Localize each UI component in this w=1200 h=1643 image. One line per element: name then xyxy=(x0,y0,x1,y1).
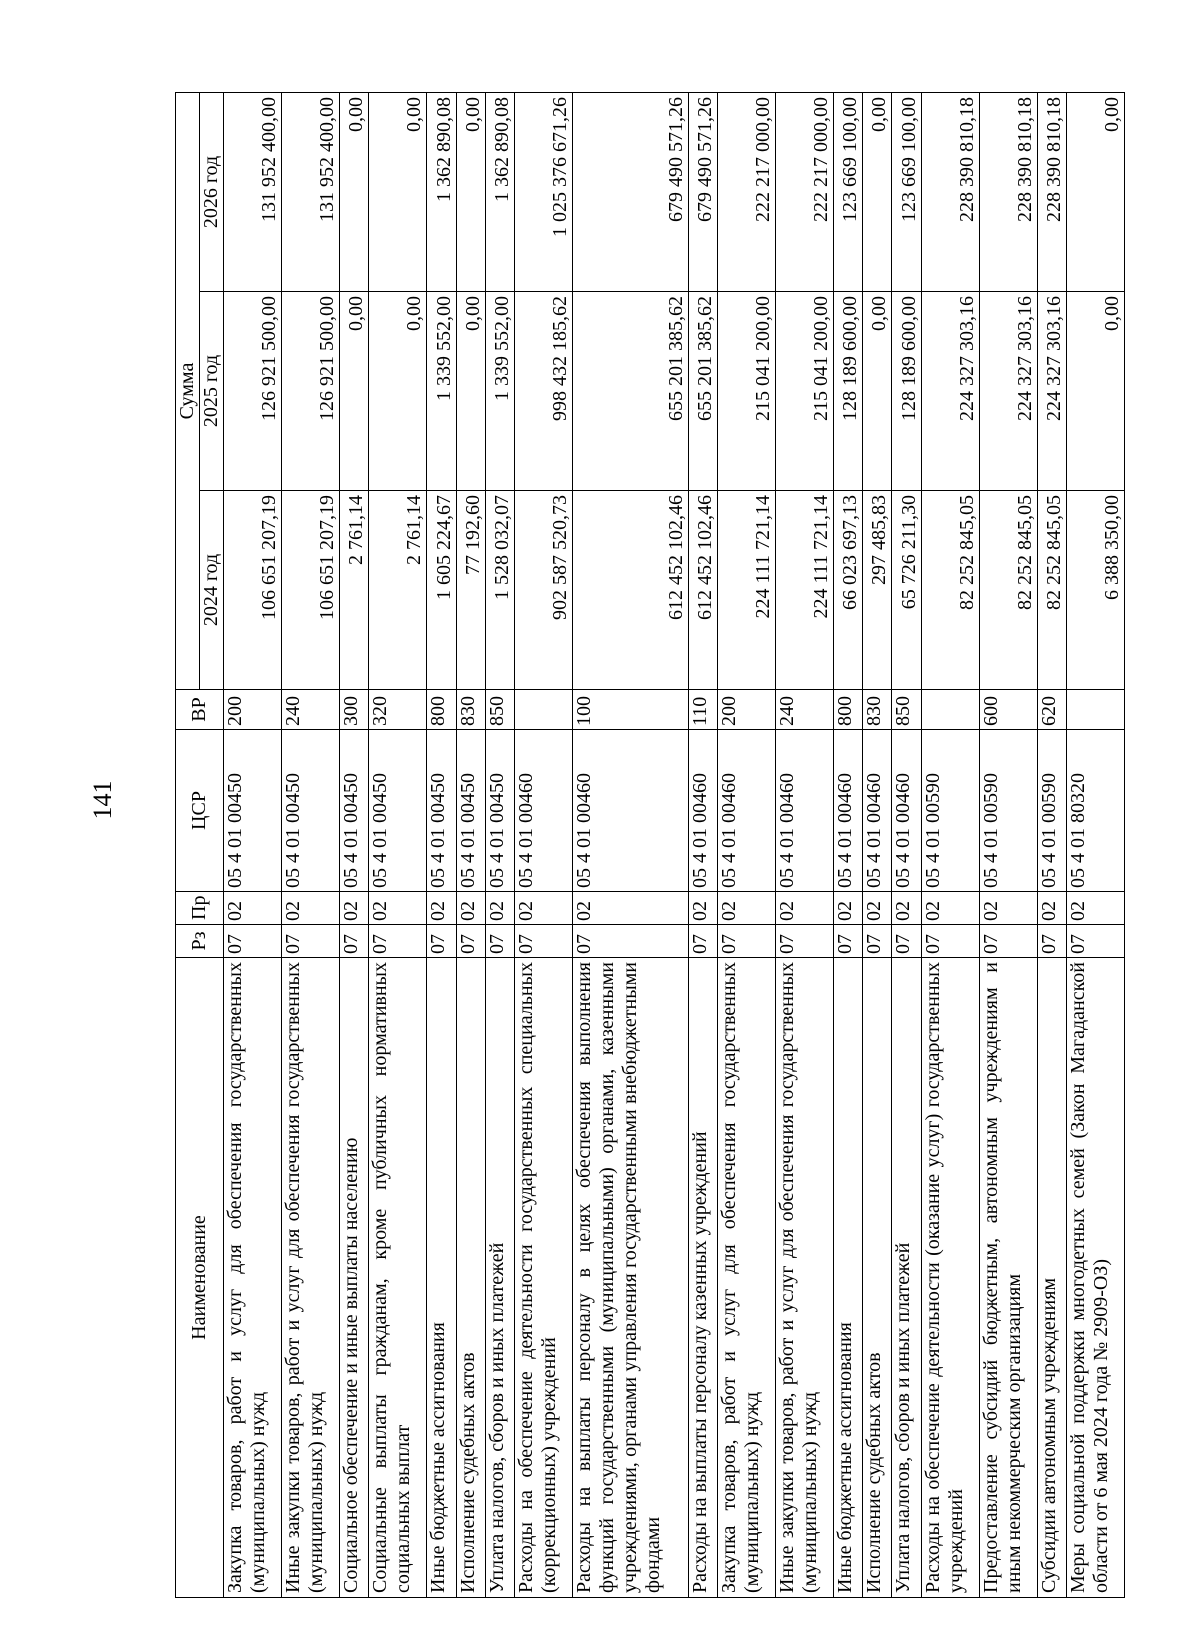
row-2026: 123 669 100,00 xyxy=(834,92,863,291)
row-name: Закупка товаров, работ и услуг для обеспечения государственных (муниципальных) нужд xyxy=(224,958,282,1598)
table-row xyxy=(979,92,1037,1597)
row-pr: 02 xyxy=(282,892,340,925)
header-csr: ЦСР xyxy=(176,730,224,892)
row-2026: 228 390 810,18 xyxy=(1037,92,1066,291)
row-csr: 05 4 01 00460 xyxy=(718,730,776,892)
row-vr: 240 xyxy=(776,690,834,730)
header-name: Наименование xyxy=(176,958,224,1598)
row-2026: 131 952 400,00 xyxy=(224,92,282,291)
row-pr: 02 xyxy=(369,892,427,925)
table-body xyxy=(224,92,1125,1597)
row-name: Субсидии автономным учреждениям xyxy=(1037,958,1066,1598)
row-rz: 07 xyxy=(863,925,892,958)
row-2026: 1 362 890,08 xyxy=(485,92,514,291)
row-rz: 07 xyxy=(427,925,456,958)
row-name: Расходы на выплаты персоналу казенных учреждений xyxy=(689,958,718,1598)
row-name: Исполнение судебных актов xyxy=(863,958,892,1598)
row-rz: 07 xyxy=(369,925,427,958)
row-2025: 655 201 385,62 xyxy=(572,292,688,491)
row-rz: 07 xyxy=(340,925,369,958)
row-vr: 200 xyxy=(718,690,776,730)
row-csr: 05 4 01 00460 xyxy=(892,730,921,892)
row-vr: 600 xyxy=(979,690,1037,730)
row-2024: 1 605 224,67 xyxy=(427,491,456,690)
row-rz: 07 xyxy=(282,925,340,958)
row-vr xyxy=(514,690,572,730)
row-2026: 222 217 000,00 xyxy=(776,92,834,291)
row-2026: 1 025 376 671,26 xyxy=(514,92,572,291)
row-rz: 07 xyxy=(776,925,834,958)
row-2024: 612 452 102,46 xyxy=(572,491,688,690)
row-2024: 106 651 207,19 xyxy=(224,491,282,690)
row-2024: 2 761,14 xyxy=(340,491,369,690)
row-2025: 998 432 185,62 xyxy=(514,292,572,491)
row-rz: 07 xyxy=(456,925,485,958)
row-2024: 902 587 520,73 xyxy=(514,491,572,690)
row-vr: 800 xyxy=(834,690,863,730)
table-row xyxy=(718,92,776,1597)
table-row xyxy=(456,92,485,1597)
row-name: Иные бюджетные ассигнования xyxy=(427,958,456,1598)
row-csr: 05 4 01 00450 xyxy=(282,730,340,892)
row-pr: 02 xyxy=(1066,892,1124,925)
row-rz: 07 xyxy=(514,925,572,958)
row-vr: 620 xyxy=(1037,690,1066,730)
header-vr: ВР xyxy=(176,690,224,730)
row-rz: 07 xyxy=(718,925,776,958)
header-2024: 2024 год xyxy=(200,491,224,690)
row-vr: 200 xyxy=(224,690,282,730)
row-pr: 02 xyxy=(224,892,282,925)
header-sum: Сумма xyxy=(176,92,200,689)
row-csr: 05 4 01 00450 xyxy=(340,730,369,892)
row-pr: 02 xyxy=(979,892,1037,925)
row-2025: 215 041 200,00 xyxy=(718,292,776,491)
row-2024: 82 252 845,05 xyxy=(979,491,1037,690)
row-name: Иные закупки товаров, работ и услуг для обеспечения государственных (муниципальных) нужд xyxy=(282,958,340,1598)
row-rz: 07 xyxy=(1066,925,1124,958)
row-2024: 82 252 845,05 xyxy=(921,491,979,690)
table-row xyxy=(834,92,863,1597)
row-rz: 07 xyxy=(834,925,863,958)
header-pr: Пр xyxy=(176,892,224,925)
row-rz: 07 xyxy=(1037,925,1066,958)
row-rz: 07 xyxy=(224,925,282,958)
row-rz: 07 xyxy=(892,925,921,958)
row-2025: 215 041 200,00 xyxy=(776,292,834,491)
row-csr: 05 4 01 00450 xyxy=(485,730,514,892)
row-pr: 02 xyxy=(718,892,776,925)
header-2025: 2025 год xyxy=(200,292,224,491)
row-name: Уплата налогов, сборов и иных платежей xyxy=(485,958,514,1598)
row-2025: 655 201 385,62 xyxy=(689,292,718,491)
row-vr: 300 xyxy=(340,690,369,730)
row-2026: 131 952 400,00 xyxy=(282,92,340,291)
row-pr: 02 xyxy=(485,892,514,925)
rotated-table-container xyxy=(175,93,1125,1598)
row-rz: 07 xyxy=(572,925,688,958)
row-2024: 66 023 697,13 xyxy=(834,491,863,690)
row-pr: 02 xyxy=(892,892,921,925)
table-row xyxy=(572,92,688,1597)
row-2025: 128 189 600,00 xyxy=(834,292,863,491)
row-rz: 07 xyxy=(689,925,718,958)
table-row xyxy=(892,92,921,1597)
row-csr: 05 4 01 00450 xyxy=(456,730,485,892)
row-2024: 1 528 032,07 xyxy=(485,491,514,690)
row-pr: 02 xyxy=(689,892,718,925)
row-2026: 123 669 100,00 xyxy=(892,92,921,291)
row-2026: 0,00 xyxy=(340,92,369,291)
row-csr: 05 4 01 00590 xyxy=(921,730,979,892)
row-rz: 07 xyxy=(979,925,1037,958)
row-name: Уплата налогов, сборов и иных платежей xyxy=(892,958,921,1598)
row-csr: 05 4 01 00450 xyxy=(224,730,282,892)
table-row xyxy=(369,92,427,1597)
row-name: Иные закупки товаров, работ и услуг для обеспечения государственных (муниципальных) нужд xyxy=(776,958,834,1598)
row-2025: 224 327 303,16 xyxy=(921,292,979,491)
row-name: Расходы на обеспечение деятельности (оказание услуг) государственных учреждений xyxy=(921,958,979,1598)
row-name: Закупка товаров, работ и услуг для обеспечения государственных (муниципальных) нужд xyxy=(718,958,776,1598)
row-vr: 100 xyxy=(572,690,688,730)
row-name: Иные бюджетные ассигнования xyxy=(834,958,863,1598)
row-2026: 228 390 810,18 xyxy=(921,92,979,291)
row-2026: 0,00 xyxy=(1066,92,1124,291)
row-pr: 02 xyxy=(340,892,369,925)
row-2024: 82 252 845,05 xyxy=(1037,491,1066,690)
row-2025: 224 327 303,16 xyxy=(979,292,1037,491)
row-csr: 05 4 01 80320 xyxy=(1066,730,1124,892)
row-csr: 05 4 01 00590 xyxy=(1037,730,1066,892)
row-2026: 0,00 xyxy=(863,92,892,291)
row-2026: 228 390 810,18 xyxy=(979,92,1037,291)
row-2024: 6 388 350,00 xyxy=(1066,491,1124,690)
row-csr: 05 4 01 00460 xyxy=(514,730,572,892)
row-csr: 05 4 01 00460 xyxy=(834,730,863,892)
row-2025: 1 339 552,00 xyxy=(485,292,514,491)
table-row xyxy=(282,92,340,1597)
row-csr: 05 4 01 00450 xyxy=(427,730,456,892)
row-2025: 128 189 600,00 xyxy=(892,292,921,491)
row-vr: 320 xyxy=(369,690,427,730)
row-2026: 222 217 000,00 xyxy=(718,92,776,291)
row-2024: 612 452 102,46 xyxy=(689,491,718,690)
table-row xyxy=(224,92,282,1597)
row-2025: 126 921 500,00 xyxy=(282,292,340,491)
row-csr: 05 4 01 00460 xyxy=(776,730,834,892)
row-2025: 1 339 552,00 xyxy=(427,292,456,491)
row-2026: 679 490 571,26 xyxy=(689,92,718,291)
row-2026: 0,00 xyxy=(369,92,427,291)
row-pr: 02 xyxy=(776,892,834,925)
row-2025: 0,00 xyxy=(1066,292,1124,491)
header-2026: 2026 год xyxy=(200,92,224,291)
row-2024: 224 111 721,14 xyxy=(776,491,834,690)
row-pr: 02 xyxy=(863,892,892,925)
row-pr: 02 xyxy=(427,892,456,925)
table-row xyxy=(514,92,572,1597)
row-pr: 02 xyxy=(1037,892,1066,925)
row-csr: 05 4 01 00450 xyxy=(369,730,427,892)
row-2024: 2 761,14 xyxy=(369,491,427,690)
row-2024: 224 111 721,14 xyxy=(718,491,776,690)
table-row xyxy=(427,92,456,1597)
row-csr: 05 4 01 00590 xyxy=(979,730,1037,892)
row-2025: 0,00 xyxy=(369,292,427,491)
row-2025: 0,00 xyxy=(456,292,485,491)
row-2026: 679 490 571,26 xyxy=(572,92,688,291)
row-2024: 297 485,83 xyxy=(863,491,892,690)
table-row xyxy=(776,92,834,1597)
row-2024: 77 192,60 xyxy=(456,491,485,690)
row-csr: 05 4 01 00460 xyxy=(689,730,718,892)
row-2025: 0,00 xyxy=(863,292,892,491)
table-row xyxy=(1037,92,1066,1597)
table-row xyxy=(921,92,979,1597)
row-vr: 850 xyxy=(485,690,514,730)
row-name: Меры социальной поддержки многодетных семей (Закон Магаданской области от 6 мая 2024 года № 2909-ОЗ) xyxy=(1066,958,1124,1598)
header-row-1 xyxy=(176,92,200,1597)
row-pr: 02 xyxy=(572,892,688,925)
row-2025: 224 327 303,16 xyxy=(1037,292,1066,491)
row-2025: 126 921 500,00 xyxy=(224,292,282,491)
row-csr: 05 4 01 00460 xyxy=(572,730,688,892)
row-name: Социальное обеспечение и иные выплаты населению xyxy=(340,958,369,1598)
row-vr xyxy=(921,690,979,730)
row-name: Расходы на выплаты персоналу в целях обеспечения выполнения функций государственными (муниципальными) органами, казенными учреждениями, органами управления государственными внебюджетными фондами xyxy=(572,958,688,1598)
row-name: Расходы на обеспечение деятельности государственных специальных (коррекционных) учреждений xyxy=(514,958,572,1598)
row-vr: 800 xyxy=(427,690,456,730)
row-name: Предоставление субсидий бюджетным, автономным учреждениям и иным некоммерческим организациям xyxy=(979,958,1037,1598)
row-pr: 02 xyxy=(514,892,572,925)
row-2026: 0,00 xyxy=(456,92,485,291)
header-rz: Рз xyxy=(176,925,224,958)
row-vr xyxy=(1066,690,1124,730)
row-2025: 0,00 xyxy=(340,292,369,491)
table-row xyxy=(863,92,892,1597)
row-pr: 02 xyxy=(834,892,863,925)
row-vr: 240 xyxy=(282,690,340,730)
row-name: Социальные выплаты гражданам, кроме публичных нормативных социальных выплат xyxy=(369,958,427,1598)
row-vr: 830 xyxy=(863,690,892,730)
budget-table xyxy=(175,92,1125,1598)
row-csr: 05 4 01 00460 xyxy=(863,730,892,892)
row-rz: 07 xyxy=(485,925,514,958)
table-row xyxy=(689,92,718,1597)
row-2024: 65 726 211,30 xyxy=(892,491,921,690)
row-rz: 07 xyxy=(921,925,979,958)
row-vr: 850 xyxy=(892,690,921,730)
row-pr: 02 xyxy=(921,892,979,925)
row-vr: 110 xyxy=(689,690,718,730)
row-pr: 02 xyxy=(456,892,485,925)
row-2026: 1 362 890,08 xyxy=(427,92,456,291)
table-row xyxy=(485,92,514,1597)
row-vr: 830 xyxy=(456,690,485,730)
table-row xyxy=(340,92,369,1597)
row-name: Исполнение судебных актов xyxy=(456,958,485,1598)
table-row xyxy=(1066,92,1124,1597)
row-2024: 106 651 207,19 xyxy=(282,491,340,690)
page-number: 141 xyxy=(88,780,117,820)
